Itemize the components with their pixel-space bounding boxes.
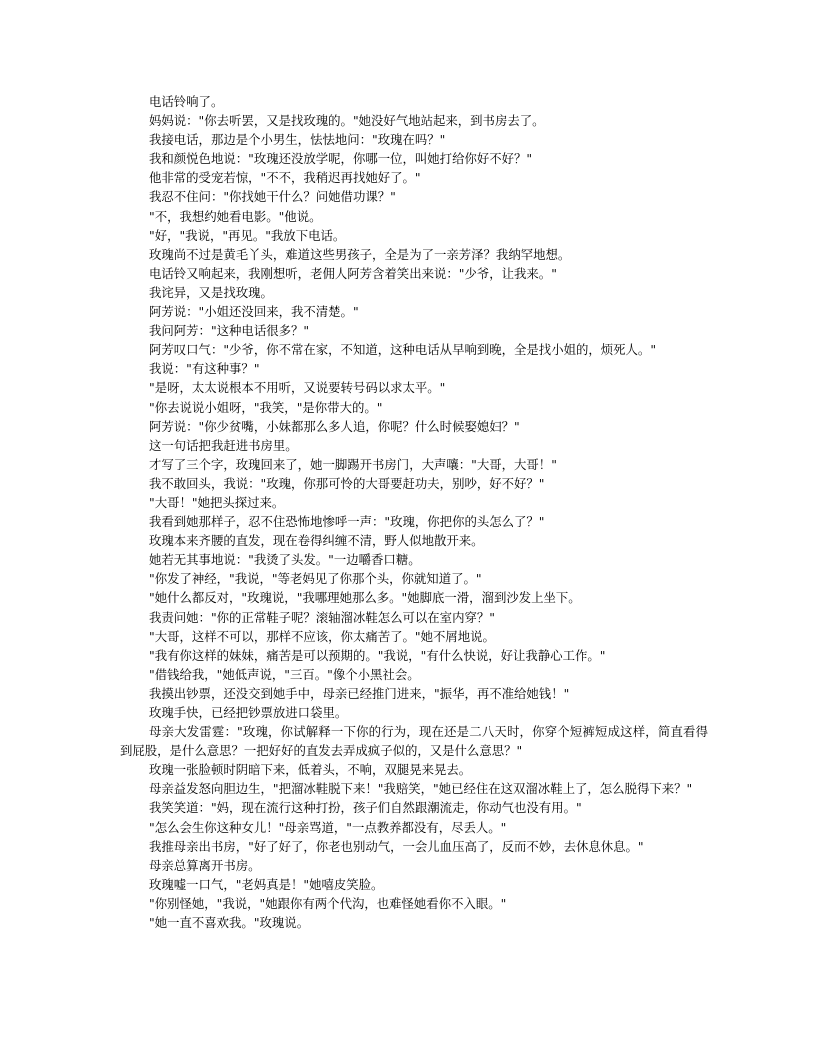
- paragraph: 我问阿芳："这种电话很多？": [149, 323, 310, 339]
- paragraph: 我看到她那样子，忍不住恐怖地惨呼一声："玫瑰，你把你的头怎么了？": [149, 514, 545, 530]
- paragraph: "她什么都反对，"玫瑰说，"我哪理她那么多。"她脚底一滑，溜到沙发上坐下。: [149, 590, 581, 606]
- paragraph: 母亲总算离开书房。: [149, 857, 261, 873]
- paragraph: "她一直不喜欢我。"玫瑰说。: [149, 915, 310, 931]
- paragraph: 才写了三个字，玫瑰回来了，她一脚踢开书房门，大声嚷："大哥，大哥！": [149, 456, 557, 472]
- paragraph: 玫瑰尚不过是黄毛丫头，难道这些男孩子，全是为了一亲芳泽？我纳罕地想。: [149, 246, 571, 262]
- paragraph: "我有你这样的妹妹，痛苦是可以预期的。"我说，"有什么快说，好让我静心工作。": [149, 647, 606, 663]
- paragraph: "大哥！"她把头探过来。: [149, 494, 285, 510]
- paragraph: "你别怪她，"我说，"她跟你有两个代沟，也难怪她看你不入眼。": [149, 895, 507, 911]
- paragraph: 玫瑰本来齐腰的直发，现在卷得纠缠不清，野人似地散开来。: [149, 533, 484, 549]
- paragraph: 阿芳说："你少贫嘴，小妹都那么多人追，你呢？什么时候娶媳妇？": [149, 418, 520, 434]
- paragraph: 这一句话把我赶进书房里。: [149, 437, 298, 453]
- paragraph: "借钱给我，"她低声说，"三百。"像个小黑社会。: [149, 666, 420, 682]
- paragraph: 我说："有这种事？": [149, 361, 260, 377]
- paragraph: "好，"我说，"再见。"我放下电话。: [149, 227, 346, 243]
- paragraph: "你发了神经，"我说，"等老妈见了你那个头，你就知道了。": [149, 571, 482, 587]
- paragraph: 玫瑰手快，已经把钞票放进口袋里。: [149, 705, 348, 720]
- paragraph: 她若无其事地说："我烫了头发。"一边嚼香口糖。: [149, 552, 421, 568]
- paragraph: 我摸出钞票，还没交到她手中，母亲已经推门进来，"振华，再不准给她钱！": [149, 685, 570, 701]
- paragraph: 我诧异，又是找玫瑰。: [149, 284, 273, 300]
- document-body: [120, 92, 708, 932]
- paragraph: "怎么会生你这种女儿！"母亲骂道，"一点教养都没有，尽丢人。": [149, 819, 507, 835]
- paragraph: 他非常的受宠若惊，"不不，我稍迟再找她好了。": [149, 170, 421, 186]
- paragraph: "你去说说小姐呀，"我笑，"是你带大的。": [149, 399, 383, 415]
- paragraph: 我推母亲出书房，"好了好了，你老也别动气，一会儿血压高了，反而不妙，去休息休息。": [149, 838, 644, 854]
- paragraph: 妈妈说："你去听罢，又是找玫瑰的。"她没好气地站起来，到书房去了。: [149, 113, 545, 129]
- paragraph: 母亲益发怒向胆边生，"把溜冰鞋脱下来！"我赔笑，"她已经住在这双溜冰鞋上了，怎么脱得下来？": [149, 781, 693, 797]
- paragraph: "是呀，太太说根本不用听，又说要转号码以求太平。": [149, 380, 446, 396]
- paragraph: 电话铃响了。: [149, 94, 224, 109]
- paragraph: 我笑笑道："妈，现在流行这种打扮，孩子们自然跟潮流走，你动气也没有用。": [149, 800, 582, 816]
- paragraph: 玫瑰一张脸顿时阴暗下来，低着头，不响，双腿晃来晃去。: [149, 762, 472, 778]
- paragraph: 玫瑰嘘一口气，"老妈真是！"她嘻皮笑脸。: [149, 876, 384, 892]
- paragraph: 电话铃又响起来，我刚想听，老佣人阿芳含着笑出来说："少爷，让我来。": [149, 265, 557, 281]
- paragraph: 母亲大发雷霆："玫瑰，你试解释一下你的行为，现在还是二八天时，你穿个短裤短成这样，简直看得到屁股，是什么意思？一把好好的直发去弄成疯子似的，又是什么意思？": [120, 724, 708, 759]
- paragraph: 我接电话，那边是个小男生，怯怯地问："玫瑰在吗？": [149, 132, 446, 148]
- paragraph: 阿芳说："小姐还没回来，我不清楚。": [149, 304, 359, 320]
- paragraph: 阿芳叹口气："少爷，你不常在家，不知道，这种电话从早响到晚，全是找小姐的，烦死人。": [149, 342, 657, 358]
- paragraph: 我和颜悦色地说："玫瑰还没放学呢，你哪一位，叫她打给你好不好？": [149, 151, 533, 167]
- paragraph: 我责问她："你的正常鞋子呢？滚轴溜冰鞋怎么可以在室内穿？": [149, 609, 495, 625]
- paragraph: 我不敢回头，我说："玫瑰，你那可怜的大哥要赶功夫，别吵，好不好？": [149, 475, 545, 491]
- paragraph: 我忍不住问："你找她干什么？问她借功课？": [149, 189, 396, 205]
- paragraph: "不，我想约她看电影。"他说。: [149, 208, 322, 224]
- paragraph: "大哥，这样不可以，那样不应该，你太痛苦了。"她不屑地说。: [149, 628, 495, 644]
